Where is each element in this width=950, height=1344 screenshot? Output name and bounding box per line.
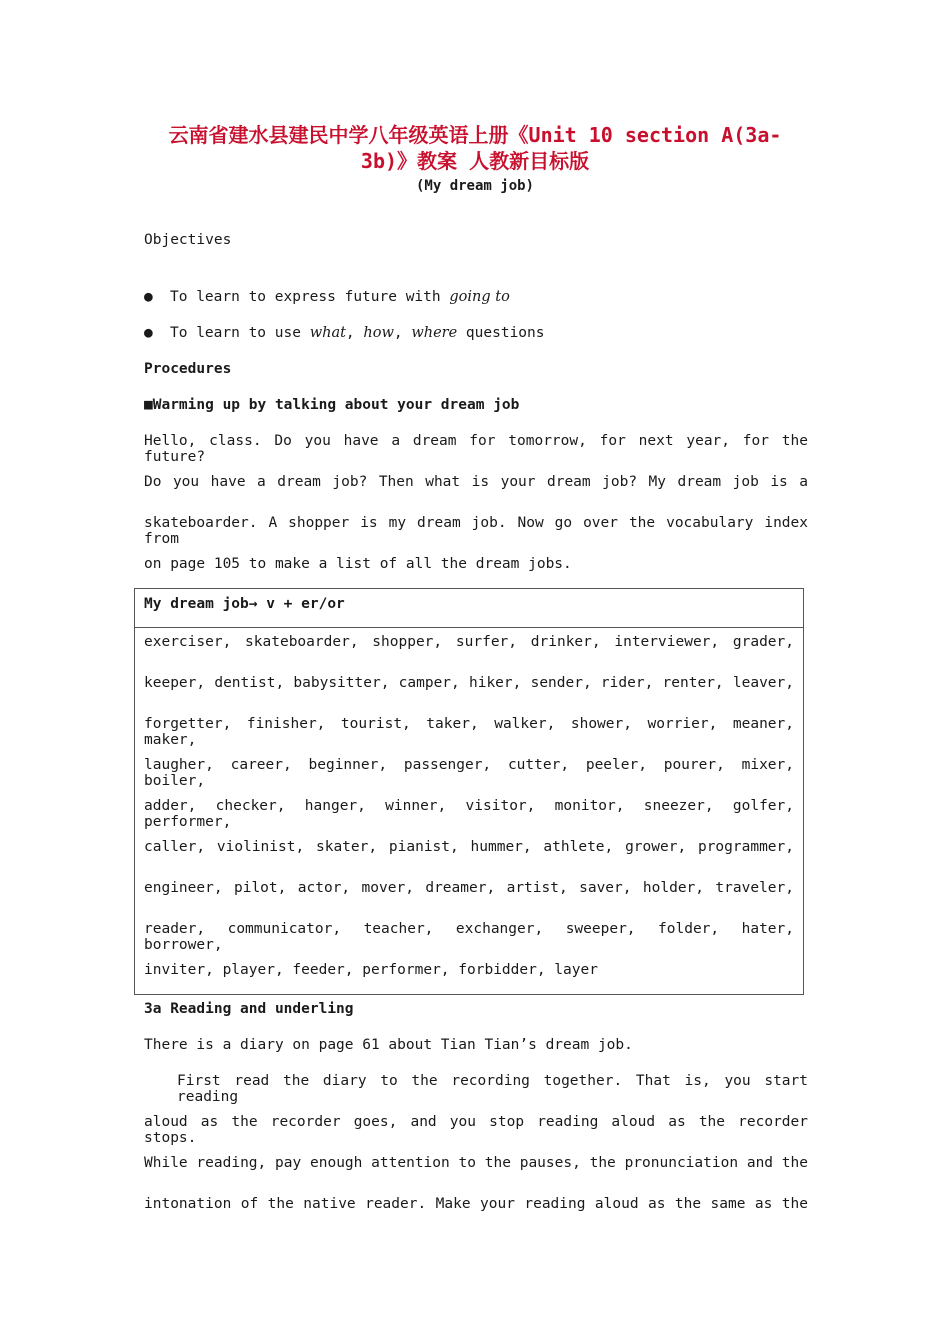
document-subtitle: (My dream job)	[415, 178, 534, 194]
document-title	[120, 122, 830, 174]
title-line-2: 3b)》教案 人教新目标版	[360, 149, 590, 173]
table-row: keeper, dentist, babysitter, camper, hiker, sender, rider, renter, leaver,	[144, 675, 794, 691]
reading-heading: 3a Reading and underling	[144, 1001, 354, 1017]
table-row: adder, checker, hanger, winner, visitor, monitor, sneezer, golfer, performer,	[144, 798, 794, 830]
objective-italic-what: what	[309, 325, 346, 341]
objective-text-post: questions	[457, 325, 545, 341]
warming-line-2: Do you have a dream job? Then what is your dream job? My dream job is a	[144, 474, 808, 490]
table-row: exerciser, skateboarder, shopper, surfer, drinker, interviewer, grader,	[144, 634, 794, 650]
objective-italic: going to	[449, 289, 510, 305]
warming-line-3: skateboarder. A shopper is my dream job. Now go over the vocabulary index from	[144, 515, 808, 547]
bullet-icon: ●	[144, 289, 153, 305]
objective-item-2	[144, 325, 808, 341]
table-row: caller, violinist, skater, pianist, hummer, athlete, grower, programmer,	[144, 839, 794, 855]
bullet-icon: ●	[144, 325, 153, 341]
reading-line-4: intonation of the native reader. Make your reading aloud as the same as the	[144, 1196, 808, 1212]
table-row: reader, communicator, teacher, exchanger, sweeper, folder, hater, borrower,	[144, 921, 794, 953]
table-row: forgetter, finisher, tourist, taker, walker, shower, worrier, meaner, maker,	[144, 716, 794, 748]
dream-job-table	[134, 588, 804, 995]
reading-line-1: First read the diary to the recording together. That is, you start reading	[177, 1073, 808, 1105]
warming-line-4: on page 105 to make a list of all the dream jobs.	[144, 556, 572, 572]
objective-text: To learn to express future with	[170, 289, 450, 305]
objective-italic-how: how	[363, 325, 394, 341]
table-header-text: My dream job→ v + er/or	[144, 596, 345, 612]
procedures-heading: Procedures	[144, 361, 232, 377]
objective-italic-where: where	[411, 325, 458, 341]
reading-line-3: While reading, pay enough attention to the pauses, the pronunciation and the	[144, 1155, 808, 1171]
warming-line-1: Hello, class. Do you have a dream for tomorrow, for next year, for the future?	[144, 433, 808, 465]
title-line-1: 云南省建水县建民中学八年级英语上册《Unit 10 section A(3a-	[168, 123, 782, 147]
warming-heading: ■Warming up by talking about your dream job	[144, 397, 520, 413]
objective-separator: ,	[345, 325, 364, 341]
reading-intro: There is a diary on page 61 about Tian Tian’s dream job.	[144, 1037, 633, 1053]
reading-line-2: aloud as the recorder goes, and you stop reading aloud as the recorder stops.	[144, 1114, 808, 1146]
table-row: laugher, career, beginner, passenger, cutter, peeler, pourer, mixer, boiler,	[144, 757, 794, 789]
objective-item-1	[144, 289, 808, 305]
table-header	[135, 589, 803, 628]
table-row: inviter, player, feeder, performer, forbidder, layer	[144, 962, 598, 978]
table-row: engineer, pilot, actor, mover, dreamer, artist, saver, holder, traveler,	[144, 880, 794, 896]
objective-separator: ,	[393, 325, 412, 341]
objective-text: To learn to use	[170, 325, 310, 341]
objectives-heading: Objectives	[144, 232, 232, 248]
